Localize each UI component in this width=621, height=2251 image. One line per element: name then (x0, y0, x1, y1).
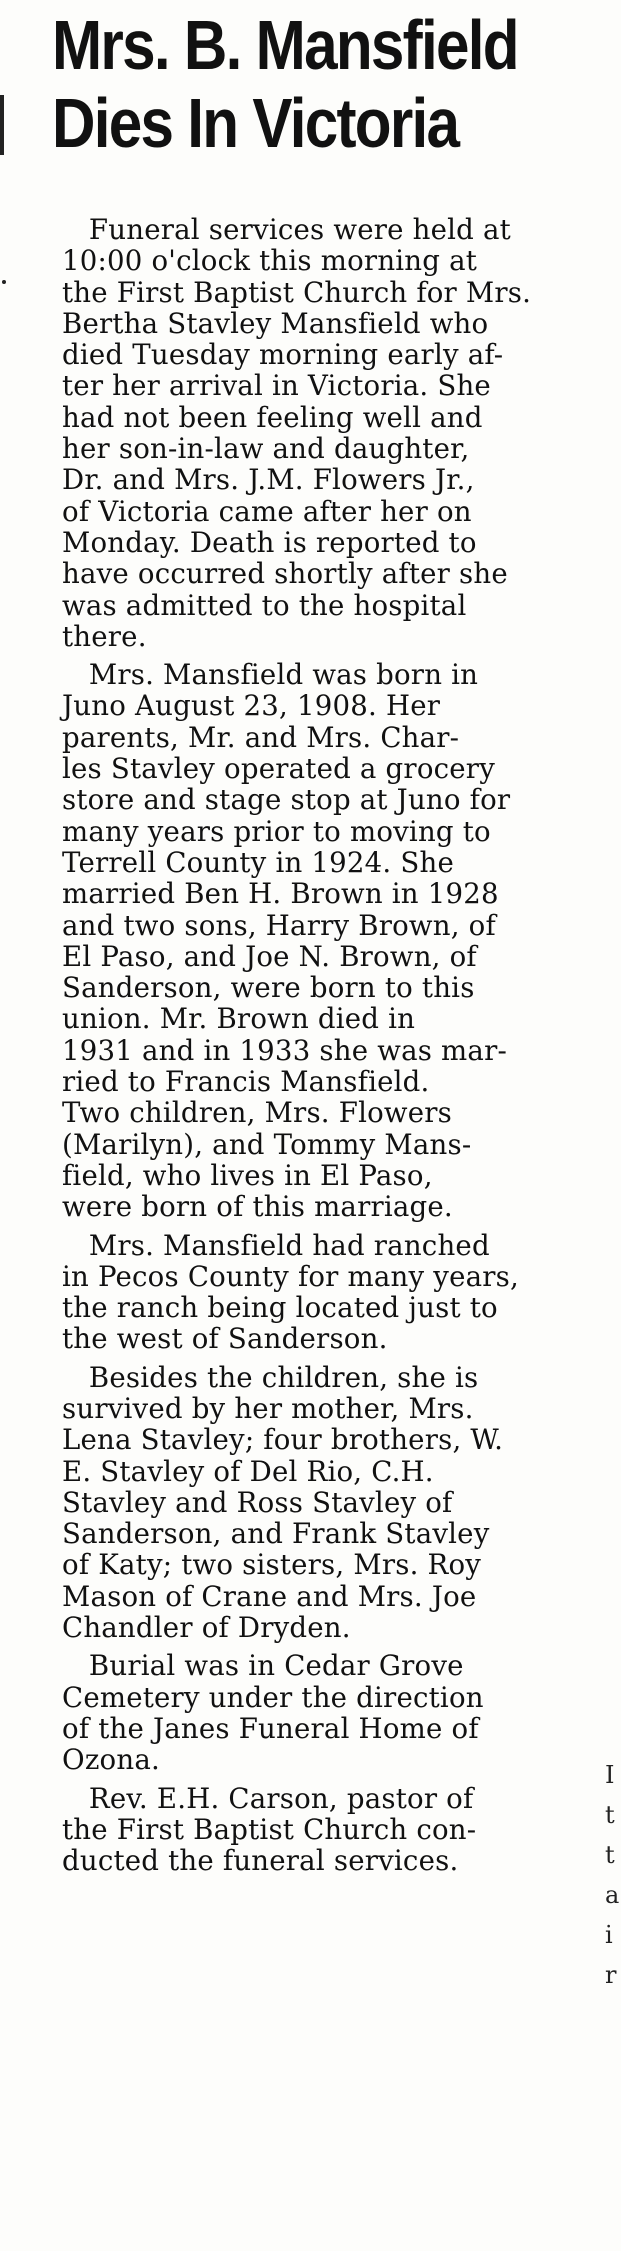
article-paragraph (62, 1650, 582, 1775)
article-line: Dr. and Mrs. J.M. Flowers Jr., (62, 463, 475, 497)
article-line: Sanderson, and Frank Stavley (62, 1517, 490, 1551)
article-line: of Katy; two sisters, Mrs. Roy (62, 1548, 482, 1582)
article-line: the First Baptist Church for Mrs. (62, 275, 532, 309)
article-line: Chandler of Dryden. (62, 1611, 351, 1645)
article-line: Funeral services were held at (62, 213, 511, 246)
article-line: Monday. Death is reported to (62, 525, 477, 559)
article-line: union. Mr. Brown died in (62, 1002, 416, 1036)
headline (52, 6, 516, 162)
article-paragraph (62, 1783, 582, 1877)
article-line: Bertha Stavley Mansfield who (62, 306, 489, 340)
article-line: the west of Sanderson. (62, 1322, 388, 1356)
article-body (62, 214, 582, 1876)
article-line: was admitted to the hospital (62, 588, 467, 622)
article-line: have occurred shortly after she (62, 557, 508, 591)
article-line: Mrs. Mansfield had ranched (62, 1228, 490, 1262)
article-line: the ranch being located just to (62, 1291, 498, 1325)
article-line: and two sons, Harry Brown, of (62, 908, 496, 942)
left-edge-mark-top (0, 95, 4, 155)
article-line: les Stavley operated a grocery (62, 752, 495, 786)
article-line: in Pecos County for many years, (62, 1259, 519, 1293)
article-line: Mason of Crane and Mrs. Joe (62, 1579, 477, 1613)
article-line: Rev. E.H. Carson, pastor of (62, 1781, 474, 1815)
article-paragraph (62, 214, 582, 652)
article-line: Besides the children, she is (62, 1360, 479, 1394)
fragment-char: i (605, 1921, 613, 1949)
article-paragraph (62, 1362, 582, 1644)
article-line: E. Stavley of Del Rio, C.H. (62, 1454, 434, 1488)
article-line: of the Janes Funeral Home of (62, 1711, 479, 1745)
fragment-char: r (605, 1961, 617, 1989)
article-line: her son-in-law and daughter, (62, 432, 470, 466)
article-line: Burial was in Cedar Grove (62, 1649, 464, 1683)
article-line: 1931 and in 1933 she was mar- (62, 1033, 507, 1067)
left-edge-mark-dot (2, 280, 6, 284)
article-line: 10:00 o'clock this morning at (62, 244, 478, 278)
article-line: Sanderson, were born to this (62, 971, 475, 1005)
article-line: the First Baptist Church con- (62, 1812, 477, 1846)
article-line: Cemetery under the direction (62, 1680, 484, 1714)
article-line: ried to Francis Mansfield. (62, 1065, 430, 1099)
article-line: many years prior to moving to (62, 814, 491, 848)
article-line: Two children, Mrs. Flowers (62, 1096, 453, 1130)
fragment-char: t (605, 1841, 615, 1869)
article-paragraph (62, 1230, 582, 1355)
article-line: ducted the funeral services. (62, 1844, 459, 1878)
article-line: married Ben H. Brown in 1928 (62, 877, 499, 911)
article-line: Lena Stavley; four brothers, W. (62, 1423, 504, 1457)
article-line: field, who lives in El Paso, (62, 1158, 433, 1192)
article-line: parents, Mr. and Mrs. Char- (62, 720, 460, 754)
headline-line-2: Dies In Victoria (52, 84, 459, 162)
article-line: had not been feeling well and (62, 400, 483, 434)
article-line: died Tuesday morning early af- (62, 338, 504, 372)
fragment-char: a (605, 1881, 620, 1909)
article-line: of Victoria came after her on (62, 494, 472, 528)
article-line: were born of this marriage. (62, 1190, 453, 1224)
article-line: (Marilyn), and Tommy Mans- (62, 1127, 472, 1161)
article-paragraph (62, 659, 582, 1222)
article-line: Ozona. (62, 1743, 160, 1777)
fragment-char: t (605, 1801, 615, 1829)
adjacent-column-fragment (605, 1755, 621, 1995)
article-line: survived by her mother, Mrs. (62, 1391, 474, 1425)
article-line: Mrs. Mansfield was born in (62, 658, 479, 692)
article-line: ter her arrival in Victoria. She (62, 369, 491, 403)
article-line: El Paso, and Joe N. Brown, of (62, 939, 477, 973)
fragment-char: I (605, 1761, 615, 1789)
article-line: Juno August 23, 1908. Her (62, 689, 441, 723)
article-line: Terrell County in 1924. She (62, 845, 454, 879)
article-line: store and stage stop at Juno for (62, 783, 511, 817)
headline-line-1: Mrs. B. Mansfield (52, 6, 518, 84)
article-line: Stavley and Ross Stavley of (62, 1485, 453, 1519)
article-line: there. (62, 619, 147, 653)
